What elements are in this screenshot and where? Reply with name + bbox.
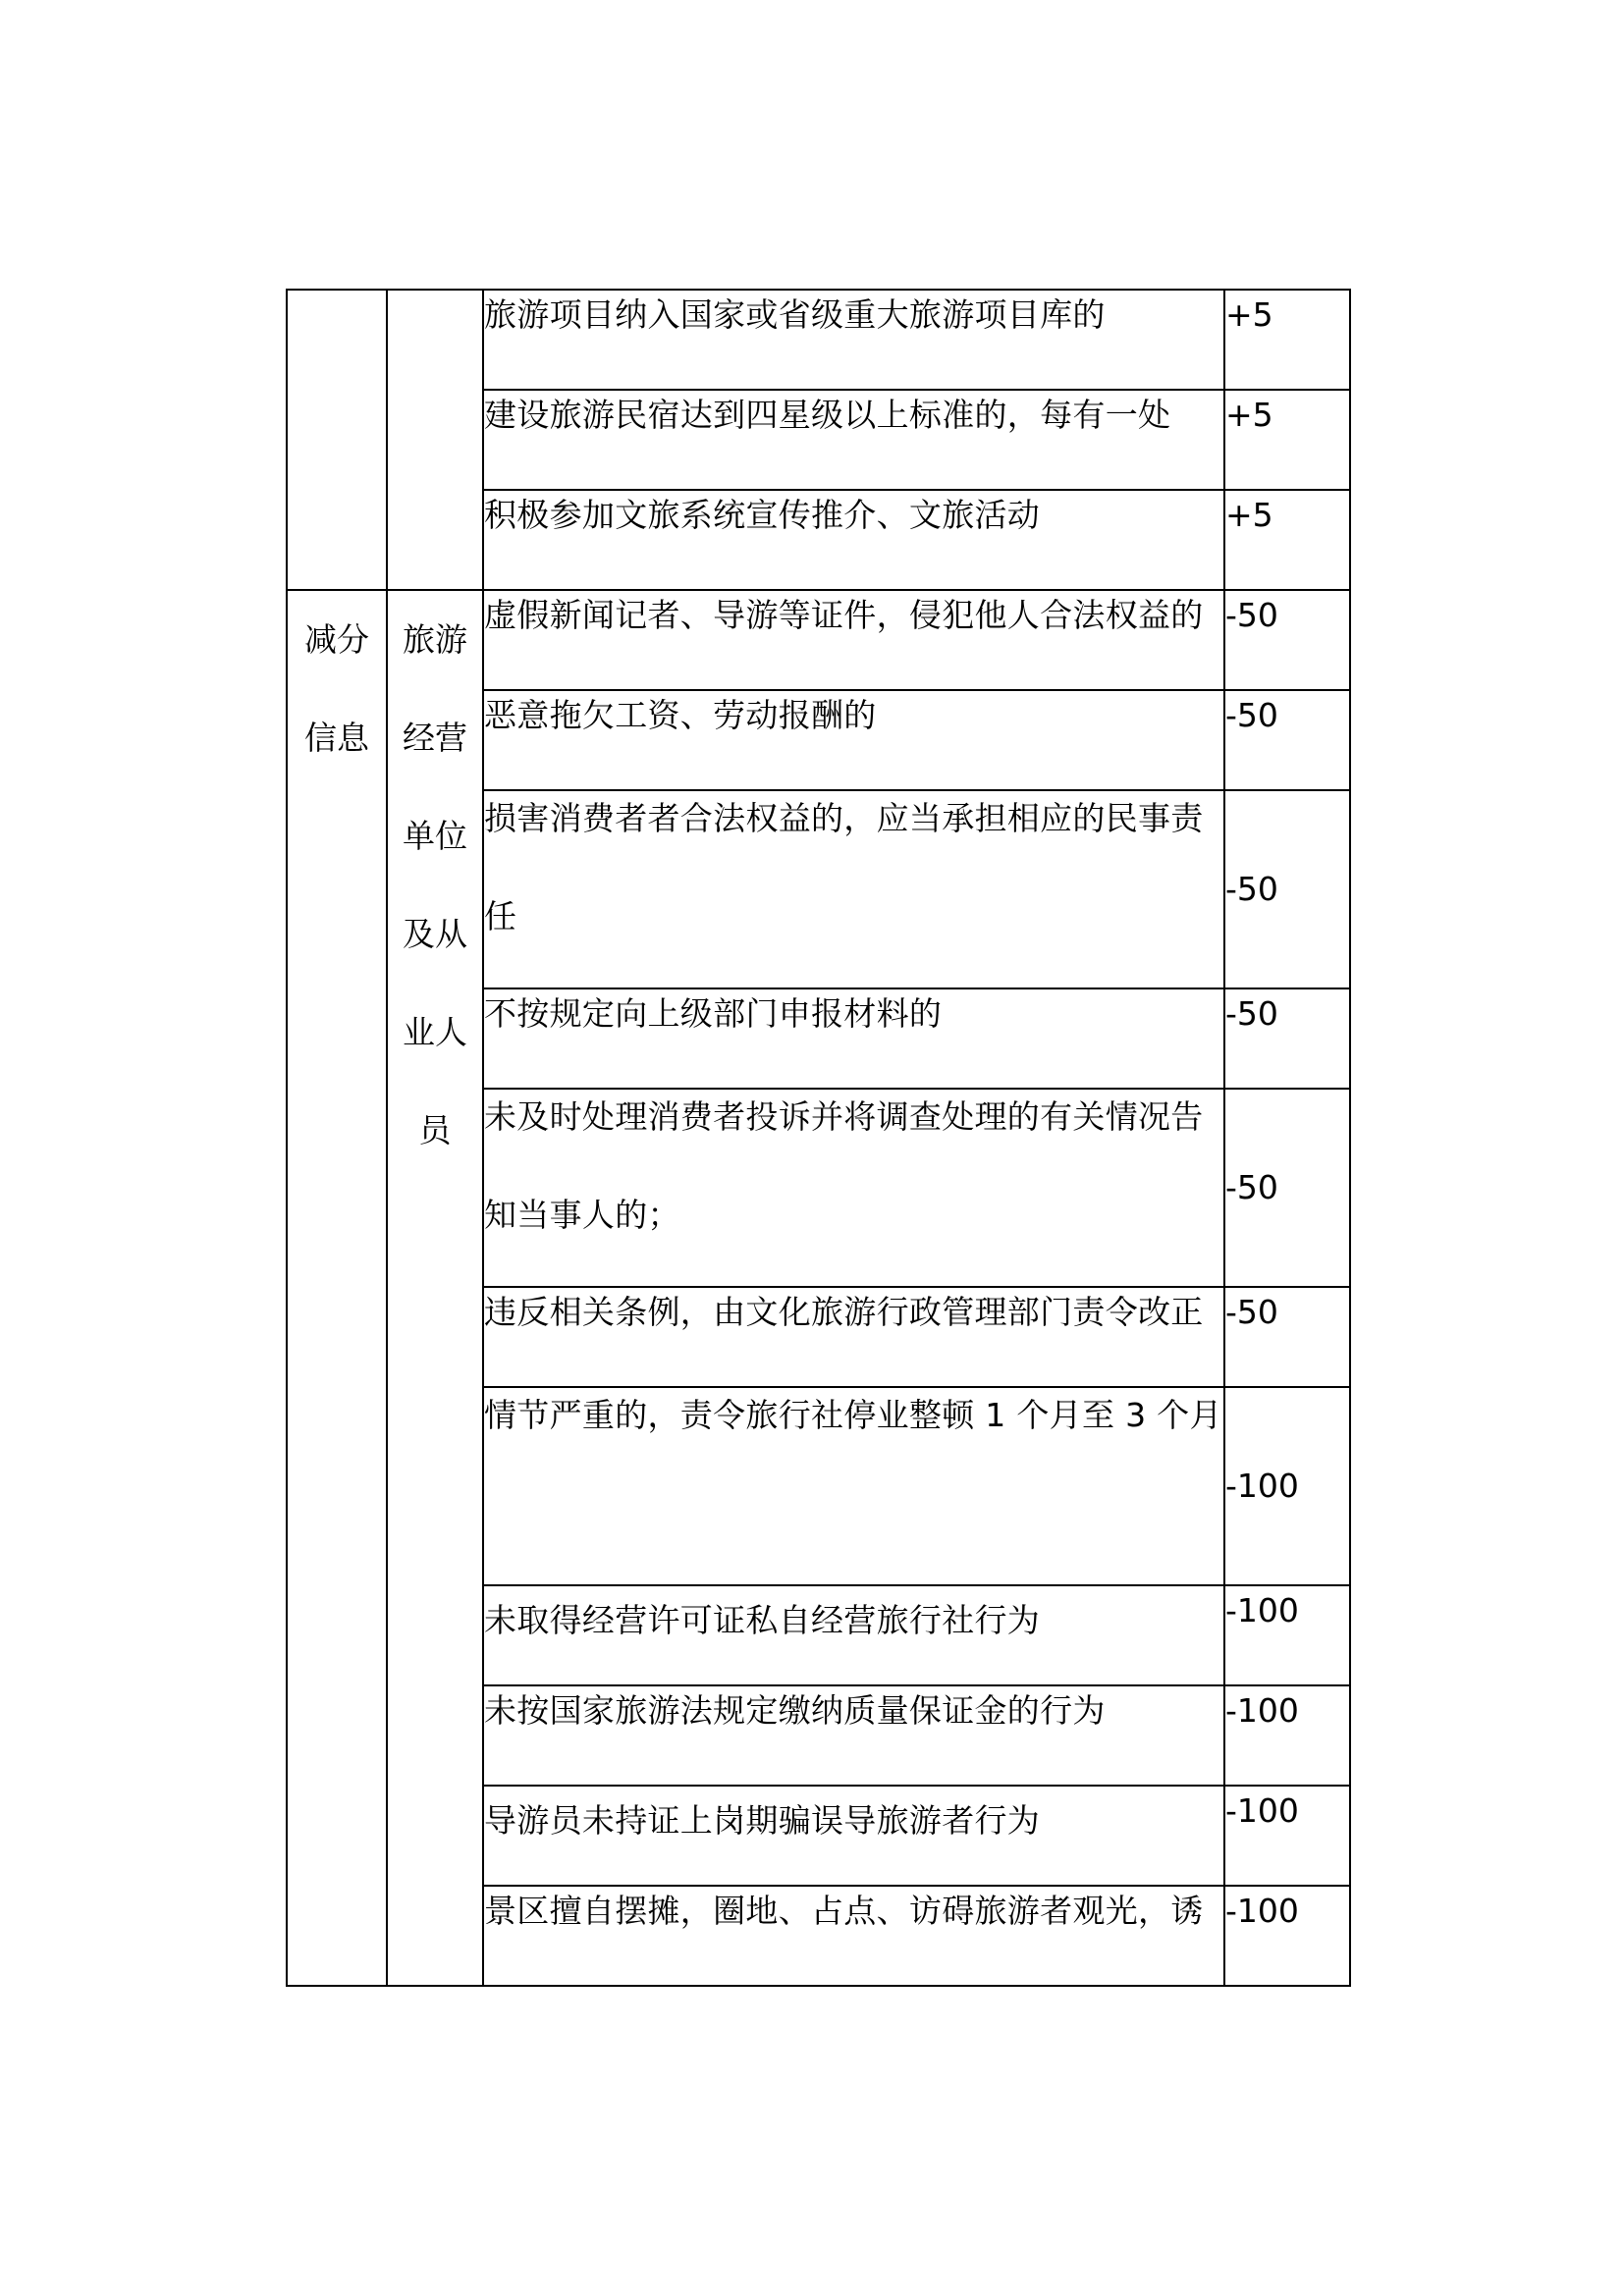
subcategory-label: 旅游经营单位及从业人员 [403, 620, 467, 1149]
item-description: 未及时处理消费者投诉并将调查处理的有关情况告知当事人的； [483, 1089, 1224, 1287]
item-description: 未按国家旅游法规定缴纳质量保证金的行为 [483, 1685, 1224, 1786]
item-description: 不按规定向上级部门申报材料的 [483, 988, 1224, 1089]
item-description: 损害消费者者合法权益的，应当承担相应的民事责任 [483, 790, 1224, 988]
table-row [287, 290, 1350, 390]
item-points: +5 [1224, 290, 1350, 390]
item-description: 旅游项目纳入国家或省级重大旅游项目库的 [483, 290, 1224, 390]
item-description: 违反相关条例，由文化旅游行政管理部门责令改正 [483, 1287, 1224, 1387]
item-description: 导游员未持证上岗期骗误导旅游者行为 [483, 1786, 1224, 1886]
item-points: -100 [1224, 1387, 1350, 1585]
item-description: 建设旅游民宿达到四星级以上标准的，每有一处 [483, 390, 1224, 490]
category-cell [287, 590, 387, 1986]
subcategory-cell-empty [387, 290, 483, 590]
item-description: 虚假新闻记者、导游等证件，侵犯他人合法权益的 [483, 590, 1224, 690]
item-description: 积极参加文旅系统宣传推介、文旅活动 [483, 490, 1224, 590]
item-description: 未取得经营许可证私自经营旅行社行为 [483, 1585, 1224, 1685]
item-description: 景区擅自摆摊，圈地、占点、访碍旅游者观光，诱 [483, 1886, 1224, 1986]
item-points: +5 [1224, 490, 1350, 590]
item-points: +5 [1224, 390, 1350, 490]
item-points: -50 [1224, 988, 1350, 1089]
category-label: 减分信息 [304, 620, 369, 757]
item-points: -100 [1224, 1886, 1350, 1986]
scoring-table [286, 289, 1351, 1987]
item-description: 恶意拖欠工资、劳动报酬的 [483, 690, 1224, 790]
item-points: -50 [1224, 590, 1350, 690]
item-points: -100 [1224, 1685, 1350, 1786]
table-row [287, 590, 1350, 690]
item-points: -50 [1224, 790, 1350, 988]
item-points: -50 [1224, 1089, 1350, 1287]
item-points: -100 [1224, 1786, 1350, 1886]
subcategory-cell [387, 590, 483, 1986]
item-points: -50 [1224, 690, 1350, 790]
item-points: -50 [1224, 1287, 1350, 1387]
item-description: 情节严重的，责令旅行社停业整顿 1 个月至 3 个月 [483, 1387, 1224, 1585]
category-cell-empty [287, 290, 387, 590]
item-points: -100 [1224, 1585, 1350, 1685]
